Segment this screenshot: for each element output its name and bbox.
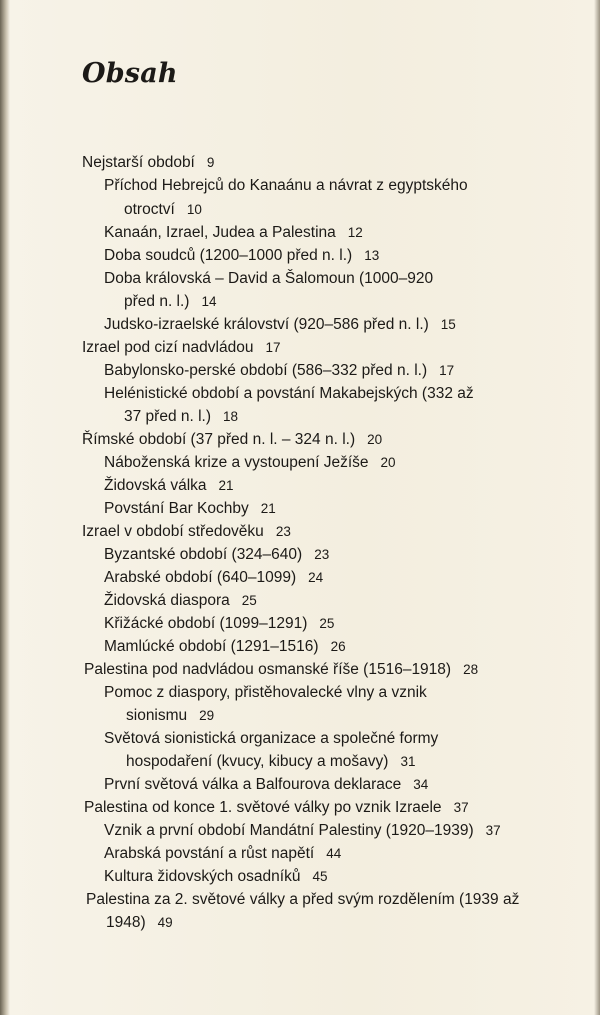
toc-entry: Židovská diaspora 25 — [104, 592, 257, 609]
toc-entry: Kanaán, Izrael, Judea a Palestina 12 — [104, 224, 363, 241]
toc-entry: Kultura židovských osadníků 45 — [104, 868, 328, 885]
toc-entry: sionismu 29 — [126, 707, 215, 724]
toc-entry: Příchod Hebrejců do Kanaánu a návrat z egyptského — [104, 177, 468, 194]
toc-entry: Mamlúcké období (1291–1516) 26 — [104, 638, 346, 655]
toc-entry: Palestina od konce 1. světové války po vznik Izraele 37 — [84, 799, 469, 816]
toc-entry: Doba soudců (1200–1000 před n. l.) 13 — [104, 247, 380, 264]
toc-entry: Palestina za 2. světové války a před svým rozdělením (1939 až — [86, 891, 520, 908]
toc-entry: Vznik a první období Mandátní Palestiny (1920–1939) 37 — [104, 822, 501, 839]
toc-entry: Nejstarší období 9 — [82, 154, 215, 171]
toc-entry: Babylonsko-perské období (586–332 před n. l.) 17 — [104, 362, 455, 379]
page-shadow-left — [0, 0, 10, 1015]
toc-entry: 1948) 49 — [106, 914, 173, 931]
toc-entry: Židovská válka 21 — [104, 477, 234, 494]
toc-entry: Arabská povstání a růst napětí 44 — [104, 845, 342, 862]
toc-entry: Světová sionistická organizace a společné formy — [104, 730, 439, 747]
toc-entry: Byzantské období (324–640) 23 — [104, 546, 330, 563]
toc-entry: otroctví 10 — [124, 201, 202, 218]
toc-entry: Palestina pod nadvládou osmanské říše (1516–1918) 28 — [84, 661, 479, 678]
toc-entry: Judsko-izraelské království (920–586 před n. l.) 15 — [104, 316, 456, 333]
toc-entry: hospodaření (kvucy, kibucy a mošavy) 31 — [126, 753, 416, 770]
page-title: Obsah — [82, 58, 178, 89]
toc-entry: Pomoc z diaspory, přistěhovalecké vlny a vznik — [104, 684, 427, 701]
toc-entry: Římské období (37 před n. l. – 324 n. l.) 20 — [82, 431, 383, 448]
toc-entry: První světová válka a Balfourova deklarace 34 — [104, 776, 429, 793]
toc-entry: Povstání Bar Kochby 21 — [104, 500, 276, 517]
toc-entry: 37 před n. l.) 18 — [124, 408, 239, 425]
toc-entry: Arabské období (640–1099) 24 — [104, 569, 324, 586]
toc-entry: Doba královská – David a Šalomoun (1000–920 — [104, 270, 434, 287]
toc-entry: Křižácké období (1099–1291) 25 — [104, 615, 335, 632]
toc-entry: Helénistické období a povstání Makabejských (332 až — [104, 385, 474, 402]
toc-entry: Izrael v období středověku 23 — [82, 523, 291, 540]
toc-entry: Náboženská krize a vystoupení Ježíše 20 — [104, 454, 396, 471]
toc-entry: před n. l.) 14 — [124, 293, 217, 310]
toc-entry: Izrael pod cizí nadvládou 17 — [82, 339, 281, 356]
page-shadow-right — [594, 0, 600, 1015]
